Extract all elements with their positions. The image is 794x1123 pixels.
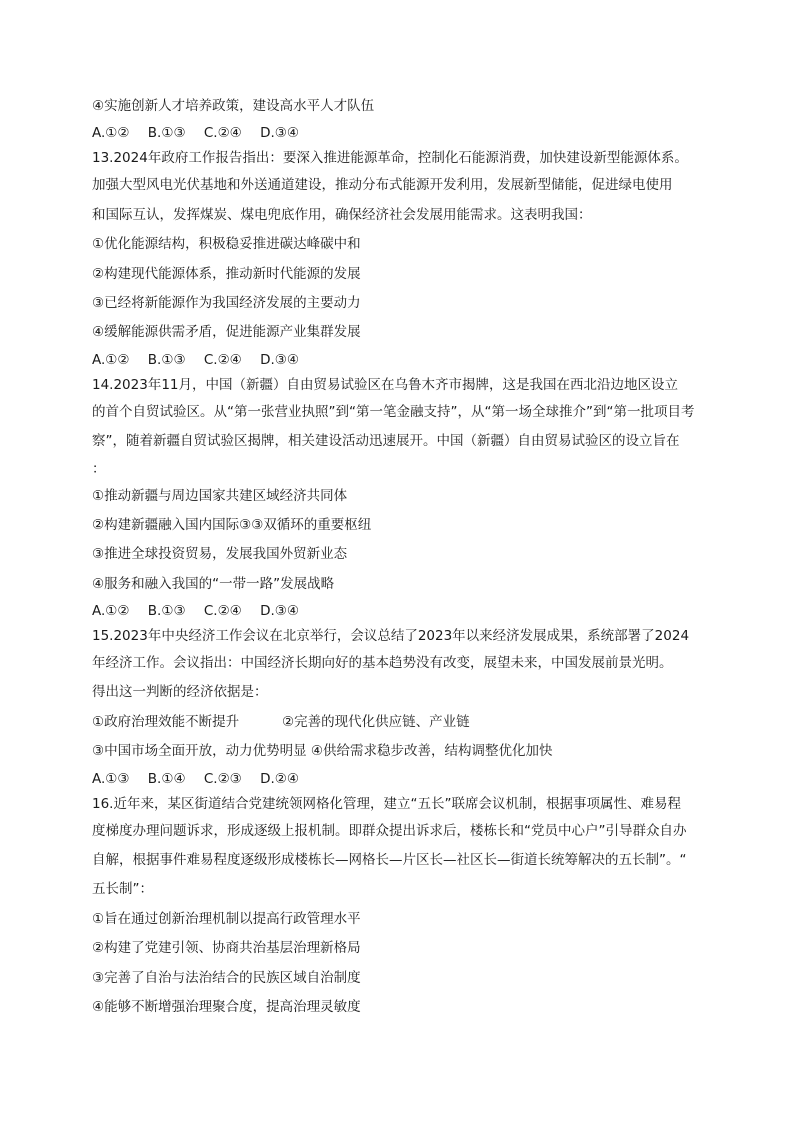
q12-option-b[interactable]: B.①③	[147, 125, 186, 142]
q13-item-1: ①优化能源结构，积极稳妥推进碳达峰碳中和	[92, 236, 361, 253]
q14-stem-line-2: 的首个自贸试验区。从“第一张营业执照”到“第一笔金融支持”，从“第一场全球推介”到“第一批项目考	[92, 403, 695, 420]
q14-options	[92, 599, 714, 624]
q16-stem-line-2: 度梯度办理问题诉求，形成逐级上报机制。即群众提出诉求后，楼栋长和“党员中心户”引导群众自办	[92, 822, 687, 839]
q14-option-a[interactable]: A.①②	[92, 603, 130, 620]
q16-item-2: ②构建了党建引领、协商共治基层治理新格局	[92, 940, 361, 957]
q15-item-1: ①政府治理效能不断提升	[92, 713, 240, 730]
q12-option-d[interactable]: D.③④	[260, 125, 299, 142]
q13-options	[92, 348, 714, 373]
q13-stem-line-2: 加强大型风电光伏基地和外送通道建设，推动分布式能源开发利用，发展新型储能，促进绿电使用	[92, 177, 673, 194]
q15-options	[92, 767, 714, 792]
q14-item-1: ①推动新疆与周边国家共建区域经济共同体	[92, 487, 348, 504]
q14-item-3: ③推进全球投资贸易，发展我国外贸新业态	[92, 546, 348, 563]
document-page	[92, 92, 714, 1022]
q15-stem-line-1: 15.2023年中央经济工作会议在北京举行，会议总结了2023年以来经济发展成果，系统部署了2024	[92, 628, 690, 645]
q14-option-b[interactable]: B.①③	[147, 603, 186, 620]
q15-items-row-1	[92, 708, 714, 737]
q16-item-3: ③完善了自治与法治结合的民族区域自治制度	[92, 969, 361, 986]
q14-item-2: ②构建新疆融入国内国际③③双循环的重要枢纽	[92, 516, 372, 533]
q14-stem-line-1: 14.2023年11月，中国（新疆）自由贸易试验区在乌鲁木齐市揭牌，这是我国在西北沿边地区设立	[92, 376, 679, 393]
q13-item-3: ③已经将新能源作为我国经济发展的主要动力	[92, 294, 361, 311]
q13-item-2: ②构建现代能源体系，推动新时代能源的发展	[92, 265, 361, 282]
q13-option-b[interactable]: B.①③	[147, 351, 186, 368]
q14-stem-line-4: ：	[92, 460, 106, 477]
q16-stem-line-1: 16.近年来，某区街道结合党建统领网格化管理，建立“五长”联席会议机制，根据事项属性、难易程	[92, 795, 681, 812]
q13-option-a[interactable]: A.①②	[92, 351, 130, 368]
q16-stem-line-4: 五长制”：	[92, 881, 153, 898]
q15-option-b[interactable]: B.①④	[147, 770, 186, 787]
q13-option-c[interactable]: C.②④	[203, 351, 242, 368]
q15-items-row-2: ③中国市场全面开放，动力优势明显 ④供给需求稳步改善，结构调整优化加快	[92, 743, 553, 760]
q13-item-4: ④缓解能源供需矛盾，促进能源产业集群发展	[92, 324, 361, 341]
q15-stem-line-2: 年经济工作。会议指出：中国经济长期向好的基本趋势没有改变，展望未来，中国发展前景光明。	[92, 655, 673, 672]
q12-item-4: ④实施创新人才培养政策，建设高水平人才队伍	[92, 98, 375, 114]
q12-option-a[interactable]: A.①②	[92, 125, 130, 142]
q15-item-2: ②完善的现代化供应链、产业链	[282, 713, 470, 730]
q13-option-d[interactable]: D.③④	[260, 351, 299, 368]
q13-stem-line-1: 13.2024年政府工作报告指出：要深入推进能源革命，控制化石能源消费，加快建设新型能源体系。	[92, 150, 688, 167]
q14-option-c[interactable]: C.②④	[203, 603, 242, 620]
q14-option-d[interactable]: D.③④	[260, 603, 299, 620]
q16-item-4: ④能够不断增强治理聚合度，提高治理灵敏度	[92, 998, 361, 1015]
q15-option-d[interactable]: D.②④	[260, 770, 299, 787]
q16-item-1: ①旨在通过创新治理机制以提高行政管理水平	[92, 910, 361, 927]
q13-stem-line-3: 和国际互认，发挥煤炭、煤电兜底作用，确保经济社会发展用能需求。这表明我国：	[92, 206, 592, 223]
q12-option-c[interactable]: C.②④	[203, 125, 242, 142]
q14-stem-line-3: 察”，随着新疆自贸试验区揭牌，相关建设活动迅速展开。中国（新疆）自由贸易试验区的设立旨在	[92, 433, 680, 450]
q15-option-a[interactable]: A.①③	[92, 770, 130, 787]
q16-stem-line-3: 自解，根据事件难易程度逐级形成楼栋长—网格长—片区长—社区长—街道长统筹解决的五长制”。“	[92, 852, 687, 869]
q15-stem-line-3: 得出这一判断的经济依据是：	[92, 684, 268, 701]
q12-options	[92, 121, 714, 146]
q15-option-c[interactable]: C.②③	[203, 770, 242, 787]
q14-item-4: ④服务和融入我国的“一带一路”发展战略	[92, 575, 335, 592]
